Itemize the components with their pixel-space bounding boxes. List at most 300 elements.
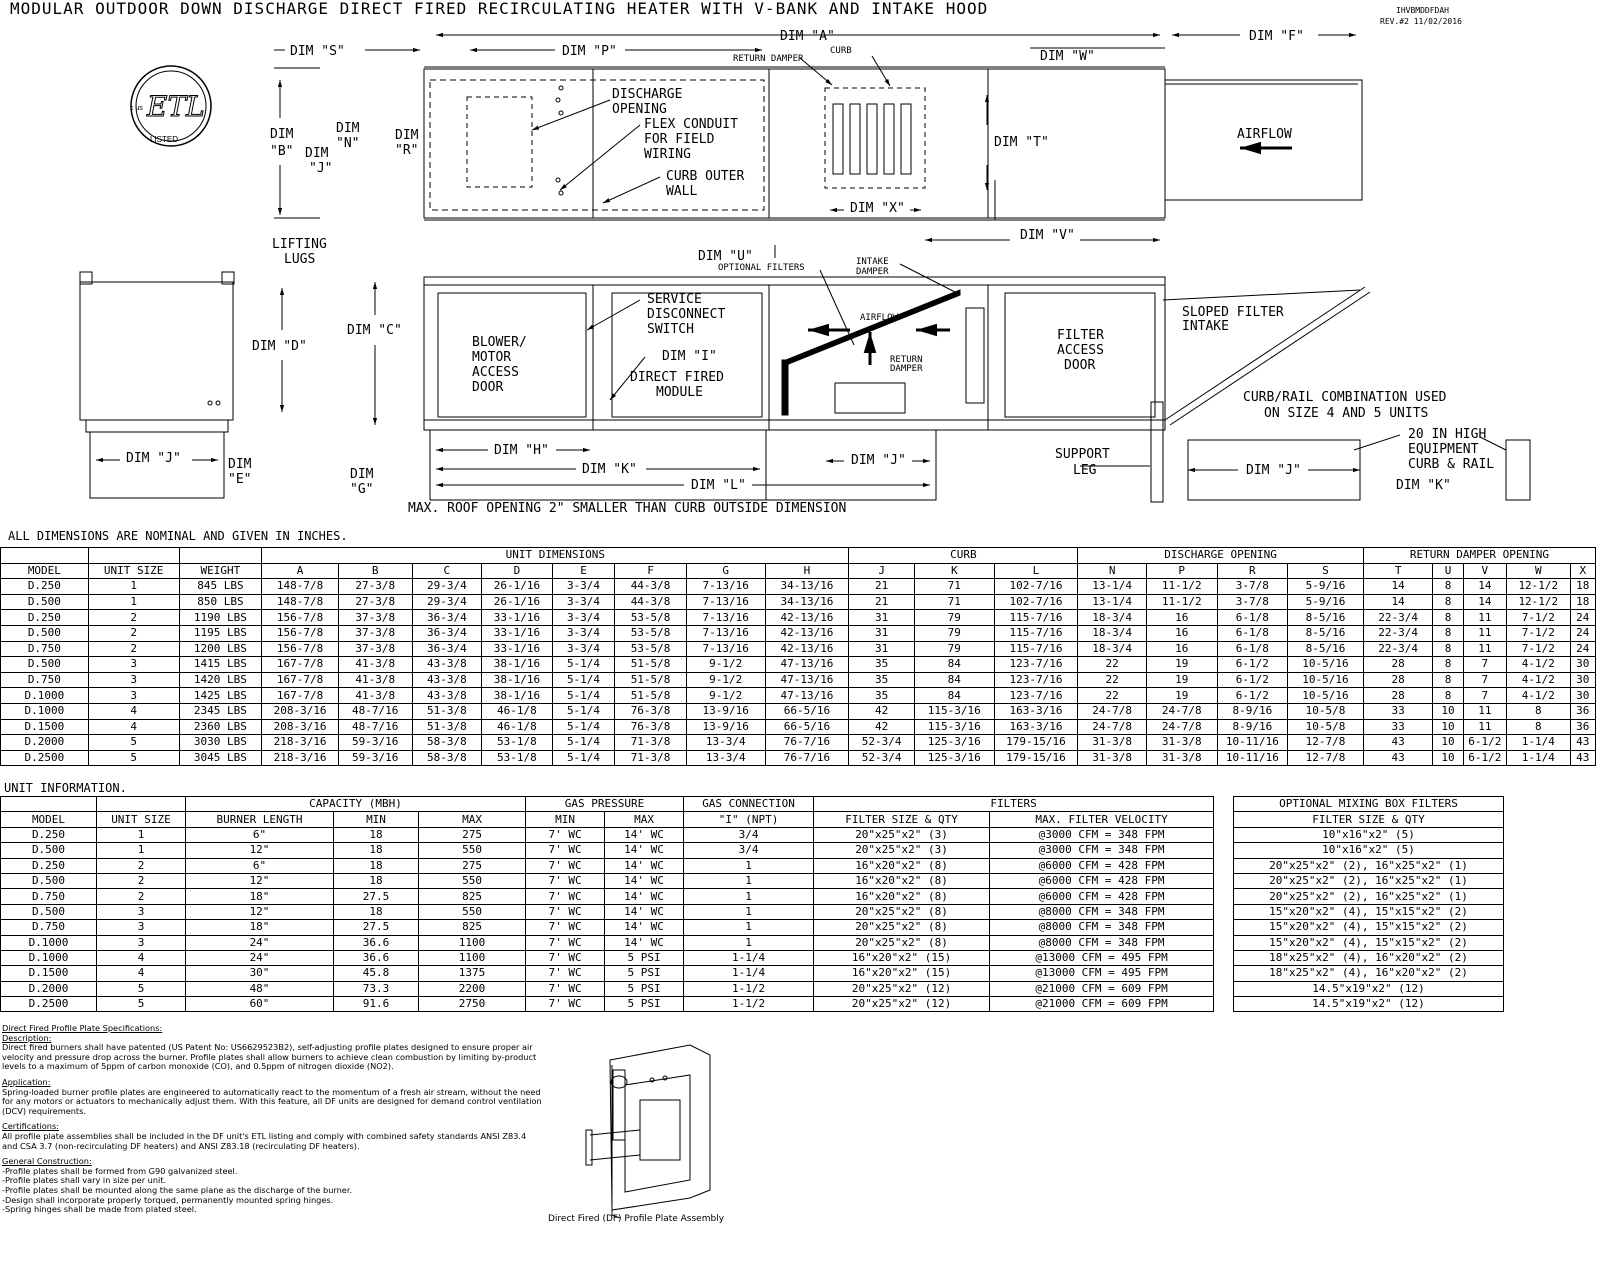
unit-information-cell: 16"x20"x2" (8) xyxy=(814,873,990,888)
dimensions-cell: 36 xyxy=(1570,719,1595,735)
label-sloped-2: INTAKE xyxy=(1182,319,1229,334)
label-blower-2: MOTOR xyxy=(472,350,512,365)
unit-information-header-row xyxy=(1,812,1214,827)
label-dim-w: DIM "W" xyxy=(1040,49,1095,64)
label-dim-e-1: DIM xyxy=(228,457,252,472)
dimensions-cell: 3 xyxy=(88,672,179,688)
label-dim-n-2: "N" xyxy=(336,136,360,151)
dimensions-cell: D.500 xyxy=(1,657,89,673)
mixing-box-cell: 15"x20"x2" (4), 15"x15"x2" (2) xyxy=(1234,935,1504,950)
dimensions-cell: 48-7/16 xyxy=(338,719,412,735)
unit-information-cell: @6000 CFM = 428 FPM xyxy=(990,873,1214,888)
dimensions-cell: 8 xyxy=(1433,610,1463,626)
specs-construction-item: -Spring hinges shall be made from plated steel. xyxy=(2,1204,197,1215)
dimensions-cell: 24 xyxy=(1570,625,1595,641)
unit-information-cell: 1-1/4 xyxy=(684,966,814,981)
group-blank xyxy=(1,797,97,812)
dimensions-header-cell: W xyxy=(1507,563,1571,579)
dimensions-cell: 26-1/16 xyxy=(482,594,553,610)
dimensions-cell: 3-3/4 xyxy=(552,579,615,595)
dimensions-cell: 2345 LBS xyxy=(179,703,262,719)
label-high-1: 20 IN HIGH xyxy=(1408,427,1487,442)
dimensions-cell: 5-1/4 xyxy=(552,672,615,688)
dimensions-cell: 43 xyxy=(1570,750,1595,766)
dimensions-cell: 19 xyxy=(1146,657,1217,673)
dimensions-cell: D.1000 xyxy=(1,688,89,704)
unit-information-cell: 12" xyxy=(186,904,334,919)
dimensions-group-header xyxy=(1,548,1596,564)
dimensions-cell: 208-3/16 xyxy=(262,719,339,735)
dimensions-cell: 84 xyxy=(914,672,994,688)
unit-information-cell: 20"x25"x2" (12) xyxy=(814,981,990,996)
dimensions-cell: 13-9/16 xyxy=(686,719,765,735)
mixing-box-cell: 10"x16"x2" (5) xyxy=(1234,843,1504,858)
label-flex-2: FOR FIELD xyxy=(644,132,715,147)
dimensions-cell: 51-3/8 xyxy=(412,719,482,735)
unit-information-cell: 7' WC xyxy=(526,904,605,919)
dimensions-cell: 6-1/2 xyxy=(1217,657,1288,673)
dimensions-header-cell: N xyxy=(1078,563,1147,579)
unit-information-cell: @6000 CFM = 428 FPM xyxy=(990,889,1214,904)
dimensions-cell: 1-1/4 xyxy=(1507,750,1571,766)
profile-plate-specifications xyxy=(2,1024,542,1215)
dimensions-cell: 58-3/8 xyxy=(412,735,482,751)
group-capacity: CAPACITY (MBH) xyxy=(186,797,526,812)
dimensions-cell: 6-1/8 xyxy=(1217,641,1288,657)
dimensions-cell: 41-3/8 xyxy=(338,657,412,673)
dimensions-cell: 44-3/8 xyxy=(615,579,687,595)
label-dim-s: DIM "S" xyxy=(290,44,345,59)
dimensions-cell: 36-3/4 xyxy=(412,641,482,657)
label-dim-j-1: DIM xyxy=(305,146,329,161)
label-curb-outer-2: WALL xyxy=(666,184,698,199)
dimensions-cell: 8-5/16 xyxy=(1288,625,1364,641)
dimensions-cell: 41-3/8 xyxy=(338,672,412,688)
dimensions-cell: 4-1/2 xyxy=(1507,688,1571,704)
dimensions-cell: 11-1/2 xyxy=(1146,579,1217,595)
dimensions-cell: 14 xyxy=(1463,579,1506,595)
dimensions-cell: 31-3/8 xyxy=(1146,750,1217,766)
label-dim-r-2: "R" xyxy=(395,143,419,158)
unit-information-cell: 14' WC xyxy=(605,889,684,904)
unit-information-cell: 20"x25"x2" (3) xyxy=(814,843,990,858)
unit-information-row xyxy=(1,858,1214,873)
label-dim-i: DIM "I" xyxy=(662,349,717,364)
unit-information-cell: 6" xyxy=(186,827,334,842)
unit-information-cell: 550 xyxy=(419,873,526,888)
dimensions-cell: 7-1/2 xyxy=(1507,641,1571,657)
dimensions-cell: 167-7/8 xyxy=(262,688,339,704)
mixing-box-row xyxy=(1234,920,1504,935)
unit-information-cell: 16"x20"x2" (15) xyxy=(814,966,990,981)
dimensions-cell: 35 xyxy=(849,672,915,688)
unit-information-cell: 30" xyxy=(186,966,334,981)
dimensions-header-cell: J xyxy=(849,563,915,579)
unit-information-cell: 14' WC xyxy=(605,827,684,842)
dimensions-header-cell: MODEL xyxy=(1,563,89,579)
unit-information-header-cell: MIN xyxy=(526,812,605,827)
dimensions-cell: 8 xyxy=(1433,688,1463,704)
dimensions-cell: 51-5/8 xyxy=(615,672,687,688)
dimensions-cell: 76-3/8 xyxy=(615,719,687,735)
unit-information-cell: 16"x20"x2" (8) xyxy=(814,858,990,873)
label-dim-f: DIM "F" xyxy=(1249,29,1304,44)
unit-information-cell: D.250 xyxy=(1,827,97,842)
mixing-box-row xyxy=(1234,950,1504,965)
dimensions-cell: 4-1/2 xyxy=(1507,672,1571,688)
label-dim-j-mid: DIM "J" xyxy=(851,453,906,468)
dimensions-cell: 8 xyxy=(1433,594,1463,610)
unit-information-cell: 73.3 xyxy=(334,981,419,996)
dimensions-cell: 31 xyxy=(849,610,915,626)
dimensions-cell: 11 xyxy=(1463,703,1506,719)
dimensions-cell: 7 xyxy=(1463,657,1506,673)
dimensions-cell: 18-3/4 xyxy=(1078,625,1147,641)
dimensions-cell: 79 xyxy=(914,641,994,657)
group-return-damper-opening: RETURN DAMPER OPENING xyxy=(1363,548,1595,564)
unit-information-cell: 7' WC xyxy=(526,889,605,904)
unit-information-cell: 4 xyxy=(97,950,186,965)
dimensions-header-cell: R xyxy=(1217,563,1288,579)
unit-information-cell: 1100 xyxy=(419,950,526,965)
dimensions-cell: 8 xyxy=(1433,672,1463,688)
label-dim-g-2: "G" xyxy=(350,482,374,497)
label-dim-j-2: "J" xyxy=(309,161,333,176)
label-curbrail-1: CURB/RAIL COMBINATION USED xyxy=(1243,390,1447,405)
dimensions-row xyxy=(1,641,1596,657)
dimensions-cell: 5 xyxy=(88,735,179,751)
dimensions-cell: D.250 xyxy=(1,579,89,595)
label-dim-n-1: DIM xyxy=(336,121,360,136)
dimensions-cell: 22-3/4 xyxy=(1363,641,1433,657)
dimensions-cell: 19 xyxy=(1146,688,1217,704)
mixing-box-filters-table-body xyxy=(1234,797,1504,1012)
dimensions-header-cell: P xyxy=(1146,563,1217,579)
dimensions-cell: 47-13/16 xyxy=(765,688,849,704)
label-dim-k-right: DIM "K" xyxy=(1396,478,1451,493)
unit-information-header-cell: UNIT SIZE xyxy=(97,812,186,827)
specs-construction-item: -Profile plates shall vary in size per unit. xyxy=(2,1175,167,1186)
dimensions-cell: 11-1/2 xyxy=(1146,594,1217,610)
dimensions-cell: 28 xyxy=(1363,672,1433,688)
unit-information-cell: 1-1/4 xyxy=(684,950,814,965)
unit-information-cell: 14' WC xyxy=(605,873,684,888)
specs-construction-heading: General Construction: xyxy=(2,1156,92,1167)
dimensions-cell: 6-1/2 xyxy=(1217,688,1288,704)
dimensions-cell: 76-3/8 xyxy=(615,703,687,719)
dimensions-cell: 5-9/16 xyxy=(1288,594,1364,610)
dimensions-cell: 1420 LBS xyxy=(179,672,262,688)
etl-listed-logo xyxy=(130,66,211,146)
label-airflow-small: AIRFLOW xyxy=(860,313,898,323)
specs-description: Direct fired burners shall have patented (US Patent No: US6629523B2), self-adjusting profile plates designed to ensure proper air velocity and pressure drop across the burner. Profile plates shall allow burners to achieve clean combustion by limiting by-product levels to a maximum of 5ppm of carbon monoxide (CO), and 0.5ppm of nitrogen dioxide (NO2). xyxy=(2,1042,537,1072)
unit-information-cell: 14' WC xyxy=(605,904,684,919)
unit-information-cell: 20"x25"x2" (3) xyxy=(814,827,990,842)
dimensions-cell: 10 xyxy=(1433,703,1463,719)
dimensions-cell: D.750 xyxy=(1,641,89,657)
dimensions-cell: 6-1/2 xyxy=(1463,750,1506,766)
group-discharge-opening: DISCHARGE OPENING xyxy=(1078,548,1364,564)
unit-information-cell: 7' WC xyxy=(526,997,605,1012)
unit-information-cell: 3 xyxy=(97,904,186,919)
etl-logo-text: ETL xyxy=(147,90,205,123)
unit-information-cell: 275 xyxy=(419,827,526,842)
dimensions-cell: 31 xyxy=(849,625,915,641)
unit-information-cell: D.1500 xyxy=(1,966,97,981)
dimensions-cell: 71-3/8 xyxy=(615,750,687,766)
dimensions-cell: 5-1/4 xyxy=(552,735,615,751)
dimensions-cell: 12-7/8 xyxy=(1288,735,1364,751)
dimensions-cell: 31-3/8 xyxy=(1146,735,1217,751)
dimensions-cell: 18-3/4 xyxy=(1078,641,1147,657)
dimensions-cell: 22-3/4 xyxy=(1363,610,1433,626)
unit-information-cell: @3000 CFM = 348 FPM xyxy=(990,827,1214,842)
dimensions-cell: 167-7/8 xyxy=(262,672,339,688)
dimensions-cell: 156-7/8 xyxy=(262,641,339,657)
dimensions-cell: 2 xyxy=(88,610,179,626)
dimensions-cell: 53-5/8 xyxy=(615,625,687,641)
dimensions-cell: 42-13/16 xyxy=(765,625,849,641)
dimensions-cell: 115-3/16 xyxy=(914,719,994,735)
dimensions-header-row xyxy=(1,563,1596,579)
label-dim-j-left: DIM "J" xyxy=(126,451,181,466)
dimensions-cell: 850 LBS xyxy=(179,594,262,610)
etl-logo-marks: c us xyxy=(130,105,143,112)
dimensions-cell: 35 xyxy=(849,688,915,704)
label-filter-door-2: ACCESS xyxy=(1057,343,1104,358)
dimensions-header-cell: L xyxy=(994,563,1078,579)
unit-information-cell: 14' WC xyxy=(605,935,684,950)
group-gas-pressure: GAS PRESSURE xyxy=(526,797,684,812)
dimensions-cell: 24-7/8 xyxy=(1146,719,1217,735)
dimensions-row xyxy=(1,719,1596,735)
dimensions-cell: 46-1/8 xyxy=(482,703,553,719)
dimensions-cell: 76-7/16 xyxy=(765,735,849,751)
specs-application-heading: Application: xyxy=(2,1076,51,1087)
label-filter-door-3: DOOR xyxy=(1064,358,1096,373)
dimensions-cell: 41-3/8 xyxy=(338,688,412,704)
dimensions-cell: 9-1/2 xyxy=(686,657,765,673)
dimensions-cell: 13-1/4 xyxy=(1078,594,1147,610)
dimensions-cell: 123-7/16 xyxy=(994,657,1078,673)
unit-information-cell: 7' WC xyxy=(526,981,605,996)
unit-information-cell: 5 PSI xyxy=(605,981,684,996)
dimensions-cell: 47-13/16 xyxy=(765,672,849,688)
dimensions-cell: 13-1/4 xyxy=(1078,579,1147,595)
dimensions-cell: 12-1/2 xyxy=(1507,579,1571,595)
dimensions-cell: 43-3/8 xyxy=(412,657,482,673)
dimensions-cell: 22 xyxy=(1078,672,1147,688)
unit-information-header-cell: MODEL xyxy=(1,812,97,827)
dimensions-cell: D.500 xyxy=(1,625,89,641)
dimensions-row xyxy=(1,594,1596,610)
dimensions-cell: 1195 LBS xyxy=(179,625,262,641)
unit-information-cell: 7' WC xyxy=(526,858,605,873)
dimensions-cell: 29-3/4 xyxy=(412,594,482,610)
unit-information-row xyxy=(1,935,1214,950)
dimensions-cell: 33-1/16 xyxy=(482,641,553,657)
dimensions-cell: 3-3/4 xyxy=(552,625,615,641)
unit-information-cell: 5 xyxy=(97,981,186,996)
dimensions-header-cell: H xyxy=(765,563,849,579)
unit-information-cell: 12" xyxy=(186,843,334,858)
dimensions-cell: 21 xyxy=(849,579,915,595)
dimensions-cell: 10-5/8 xyxy=(1288,703,1364,719)
mixing-box-row xyxy=(1234,827,1504,842)
dimensions-cell: 1200 LBS xyxy=(179,641,262,657)
unit-information-cell: D.2500 xyxy=(1,997,97,1012)
dimensions-row xyxy=(1,688,1596,704)
unit-information-cell: 6" xyxy=(186,858,334,873)
unit-information-row xyxy=(1,843,1214,858)
dimensions-header-cell: B xyxy=(338,563,412,579)
label-discharge-1: DISCHARGE xyxy=(612,87,683,102)
specs-certifications-heading: Certifications: xyxy=(2,1121,59,1132)
unit-information-cell: 14' WC xyxy=(605,843,684,858)
mixing-box-header: FILTER SIZE & QTY xyxy=(1234,812,1504,827)
dimensions-cell: 7-13/16 xyxy=(686,625,765,641)
dimensions-cell: 30 xyxy=(1570,688,1595,704)
dimensions-cell: 115-7/16 xyxy=(994,610,1078,626)
dimensions-cell: D.1000 xyxy=(1,703,89,719)
dimensions-cell: 115-7/16 xyxy=(994,625,1078,641)
unit-information-cell: 18 xyxy=(334,904,419,919)
dimensions-cell: 30 xyxy=(1570,657,1595,673)
unit-information-cell: @21000 CFM = 609 FPM xyxy=(990,981,1214,996)
unit-information-cell: 5 xyxy=(97,997,186,1012)
dimensions-header-cell: U xyxy=(1433,563,1463,579)
dimensions-cell: 53-1/8 xyxy=(482,750,553,766)
dimensions-cell: 123-7/16 xyxy=(994,688,1078,704)
dimensions-cell: 156-7/8 xyxy=(262,625,339,641)
unit-information-cell: 1 xyxy=(97,827,186,842)
label-max-roof: MAX. ROOF OPENING 2" SMALLER THAN CURB OUTSIDE DIMENSION xyxy=(408,501,847,516)
group-blank xyxy=(88,548,179,564)
dimensions-cell: 13-3/4 xyxy=(686,735,765,751)
label-high-3: CURB & RAIL xyxy=(1408,457,1495,472)
label-blower-1: BLOWER/ xyxy=(472,335,527,350)
dimensions-cell: D.500 xyxy=(1,594,89,610)
label-unit-information: UNIT INFORMATION. xyxy=(4,781,127,795)
dimensions-cell: 10 xyxy=(1433,719,1463,735)
revision: REV.#2 11/02/2016 xyxy=(1380,17,1462,26)
dimensions-cell: 53-5/8 xyxy=(615,641,687,657)
unit-information-header-cell: BURNER LENGTH xyxy=(186,812,334,827)
dimensions-cell: 10 xyxy=(1433,735,1463,751)
dimensions-cell: 71-3/8 xyxy=(615,735,687,751)
unit-information-cell: 18" xyxy=(186,920,334,935)
dimensions-cell: 13-9/16 xyxy=(686,703,765,719)
note-dimensions: ALL DIMENSIONS ARE NOMINAL AND GIVEN IN INCHES. xyxy=(8,529,348,543)
unit-information-cell: 1100 xyxy=(419,935,526,950)
dimensions-cell: 3-7/8 xyxy=(1217,579,1288,595)
unit-information-row xyxy=(1,920,1214,935)
dimensions-cell: 58-3/8 xyxy=(412,750,482,766)
dimensions-cell: 208-3/16 xyxy=(262,703,339,719)
dimensions-cell: 36-3/4 xyxy=(412,610,482,626)
dimensions-cell: 43-3/8 xyxy=(412,688,482,704)
unit-information-cell: @21000 CFM = 609 FPM xyxy=(990,997,1214,1012)
dimensions-cell: 5-1/4 xyxy=(552,703,615,719)
dimensions-cell: 115-3/16 xyxy=(914,703,994,719)
unit-information-cell: 24" xyxy=(186,935,334,950)
dimensions-row xyxy=(1,657,1596,673)
dimensions-cell: 8 xyxy=(1507,719,1571,735)
unit-information-cell: 27.5 xyxy=(334,920,419,935)
dimensions-cell: 6-1/8 xyxy=(1217,610,1288,626)
mixing-box-cell: 14.5"x19"x2" (12) xyxy=(1234,997,1504,1012)
dimensions-row xyxy=(1,750,1596,766)
unit-information-row xyxy=(1,997,1214,1012)
dimensions-table-body xyxy=(1,548,1596,766)
label-intake-damper-2: DAMPER xyxy=(856,267,889,277)
dimensions-cell: 102-7/16 xyxy=(994,594,1078,610)
dimensions-cell: 3 xyxy=(88,688,179,704)
mixing-box-filters-table xyxy=(1233,796,1504,1012)
label-intake-damper-1: INTAKE xyxy=(856,257,889,267)
dimensions-cell: 1-1/4 xyxy=(1507,735,1571,751)
mixing-box-cell: 20"x25"x2" (2), 16"x25"x2" (1) xyxy=(1234,873,1504,888)
label-blower-3: ACCESS xyxy=(472,365,519,380)
dimensions-cell: 22 xyxy=(1078,657,1147,673)
mixing-box-cell: 15"x20"x2" (4), 15"x15"x2" (2) xyxy=(1234,920,1504,935)
dimensions-cell: 24-7/8 xyxy=(1078,703,1147,719)
label-curb-outer-1: CURB OUTER xyxy=(666,169,745,184)
unit-information-cell: @3000 CFM = 348 FPM xyxy=(990,843,1214,858)
unit-information-cell: 20"x25"x2" (8) xyxy=(814,904,990,919)
group-blank xyxy=(179,548,262,564)
label-lifting-2: LUGS xyxy=(284,252,316,267)
dimensions-cell: 37-3/8 xyxy=(338,641,412,657)
label-discharge-2: OPENING xyxy=(612,102,667,117)
label-dim-d: DIM "D" xyxy=(252,339,307,354)
dimensions-cell: 48-7/16 xyxy=(338,703,412,719)
dimensions-cell: 16 xyxy=(1146,641,1217,657)
dimensions-cell: 8 xyxy=(1433,641,1463,657)
unit-information-cell: 7' WC xyxy=(526,950,605,965)
dimensions-cell: 7-1/2 xyxy=(1507,625,1571,641)
dimensions-cell: 30 xyxy=(1570,672,1595,688)
dimensions-cell: 9-1/2 xyxy=(686,688,765,704)
label-dim-p: DIM "P" xyxy=(562,44,617,59)
dimensions-header-cell: D xyxy=(482,563,553,579)
dimensions-cell: 2 xyxy=(88,641,179,657)
dimensions-cell: D.750 xyxy=(1,672,89,688)
unit-information-cell: 5 PSI xyxy=(605,950,684,965)
dimensions-cell: 8 xyxy=(1433,579,1463,595)
unit-information-row xyxy=(1,873,1214,888)
dimensions-cell: 7 xyxy=(1463,688,1506,704)
dimensions-cell: 2 xyxy=(88,625,179,641)
unit-information-cell: 36.6 xyxy=(334,935,419,950)
dimensions-cell: 3-3/4 xyxy=(552,610,615,626)
specs-description-heading: Description: xyxy=(2,1032,52,1043)
dimensions-cell: 37-3/8 xyxy=(338,610,412,626)
dimensions-cell: 43 xyxy=(1363,735,1433,751)
unit-information-cell: 18 xyxy=(334,843,419,858)
dimensions-cell: 66-5/16 xyxy=(765,703,849,719)
dimensions-cell: 3 xyxy=(88,657,179,673)
unit-information-cell: 2 xyxy=(97,858,186,873)
unit-information-cell: @8000 CFM = 348 FPM xyxy=(990,935,1214,950)
label-dim-b-1: DIM xyxy=(270,127,294,142)
dimensions-cell: 24 xyxy=(1570,641,1595,657)
dimensions-row xyxy=(1,610,1596,626)
dimensions-cell: 148-7/8 xyxy=(262,594,339,610)
dimensions-cell: 59-3/16 xyxy=(338,750,412,766)
dimensions-cell: 59-3/16 xyxy=(338,735,412,751)
label-filter-door-1: FILTER xyxy=(1057,328,1104,343)
